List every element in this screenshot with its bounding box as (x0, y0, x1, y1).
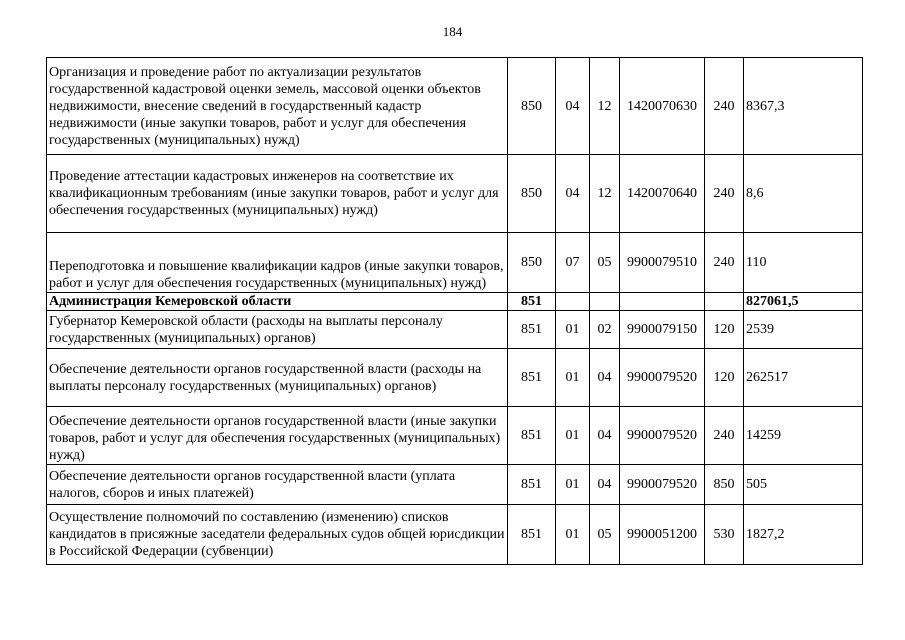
section-code: 01 (556, 311, 590, 349)
subsection-code: 04 (590, 407, 620, 465)
page-number: 184 (442, 24, 463, 39)
row-description: Переподготовка и повышение квалификации кадров (иные закупки товаров, работ и услуг для обеспечения государственных (муниципальных) нужд) (47, 233, 508, 293)
target-article-code: 1420070640 (620, 155, 705, 233)
table-row (47, 311, 863, 349)
section-code: 04 (556, 58, 590, 155)
row-description: Проведение аттестации кадастровых инженеров на соответствие их квалификационным требованиям (иные закупки товаров, работ и услуг для обеспечения государственных (муниципальных) нужд) (47, 155, 508, 233)
ministry-code: 851 (508, 293, 556, 311)
row-amount: 110 (744, 233, 863, 293)
subsection-code: 04 (590, 349, 620, 407)
table-row (47, 465, 863, 505)
row-description: Администрация Кемеровской области (47, 293, 508, 311)
expense-type-code: 240 (705, 233, 744, 293)
row-description: Организация и проведение работ по актуализации результатов государственной кадастровой оценки земель, массовой оценки объектов недвижимости, внесение сведений в государственный кадастр недвижимости (иные закупки товаров, работ и услуг для обеспечения государственных (муниципальных) нужд) (47, 58, 508, 155)
section-code (556, 293, 590, 311)
row-description: Обеспечение деятельности органов государственной власти (иные закупки товаров, работ и услуг для обеспечения государственных (муниципальных) нужд) (47, 407, 508, 465)
row-description: Губернатор Кемеровской области (расходы на выплаты персоналу государственных (муниципальных) органов) (47, 311, 508, 349)
table-row (47, 505, 863, 565)
subsection-code (590, 293, 620, 311)
row-description: Осуществление полномочий по составлению (изменению) списков кандидатов в присяжные заседатели федеральных судов общей юрисдикции в Российской Федерации (субвенции) (47, 505, 508, 565)
row-amount: 1827,2 (744, 505, 863, 565)
expense-type-code: 120 (705, 311, 744, 349)
expense-type-code (705, 293, 744, 311)
subsection-code: 04 (590, 465, 620, 505)
subsection-code: 02 (590, 311, 620, 349)
subsection-code: 12 (590, 155, 620, 233)
target-article-code: 9900051200 (620, 505, 705, 565)
expense-type-code: 240 (705, 58, 744, 155)
row-amount: 2539 (744, 311, 863, 349)
ministry-code: 851 (508, 311, 556, 349)
ministry-code: 851 (508, 407, 556, 465)
subsection-code: 05 (590, 233, 620, 293)
section-code: 04 (556, 155, 590, 233)
target-article-code: 9900079520 (620, 407, 705, 465)
row-amount: 827061,5 (744, 293, 863, 311)
row-amount: 8,6 (744, 155, 863, 233)
table-row (47, 293, 863, 311)
subsection-code: 05 (590, 505, 620, 565)
row-amount: 505 (744, 465, 863, 505)
table-row (47, 58, 863, 155)
section-code: 07 (556, 233, 590, 293)
ministry-code: 851 (508, 505, 556, 565)
section-code: 01 (556, 465, 590, 505)
expense-type-code: 120 (705, 349, 744, 407)
section-code: 01 (556, 349, 590, 407)
expense-type-code: 240 (705, 407, 744, 465)
target-article-code: 9900079150 (620, 311, 705, 349)
row-amount: 8367,3 (744, 58, 863, 155)
ministry-code: 850 (508, 233, 556, 293)
target-article-code: 9900079510 (620, 233, 705, 293)
ministry-code: 851 (508, 465, 556, 505)
ministry-code: 850 (508, 58, 556, 155)
table-row (47, 155, 863, 233)
section-code: 01 (556, 407, 590, 465)
target-article-code: 9900079520 (620, 349, 705, 407)
row-amount: 14259 (744, 407, 863, 465)
ministry-code: 850 (508, 155, 556, 233)
ministry-code: 851 (508, 349, 556, 407)
table-row (47, 233, 863, 293)
section-code: 01 (556, 505, 590, 565)
table-row (47, 407, 863, 465)
budget-table (46, 57, 863, 565)
target-article-code: 1420070630 (620, 58, 705, 155)
expense-type-code: 850 (705, 465, 744, 505)
row-description: Обеспечение деятельности органов государственной власти (уплата налогов, сборов и иных платежей) (47, 465, 508, 505)
target-article-code (620, 293, 705, 311)
row-description: Обеспечение деятельности органов государственной власти (расходы на выплаты персоналу государственных (муниципальных) органов) (47, 349, 508, 407)
expense-type-code: 530 (705, 505, 744, 565)
table-row (47, 349, 863, 407)
expense-type-code: 240 (705, 155, 744, 233)
row-amount: 262517 (744, 349, 863, 407)
target-article-code: 9900079520 (620, 465, 705, 505)
subsection-code: 12 (590, 58, 620, 155)
